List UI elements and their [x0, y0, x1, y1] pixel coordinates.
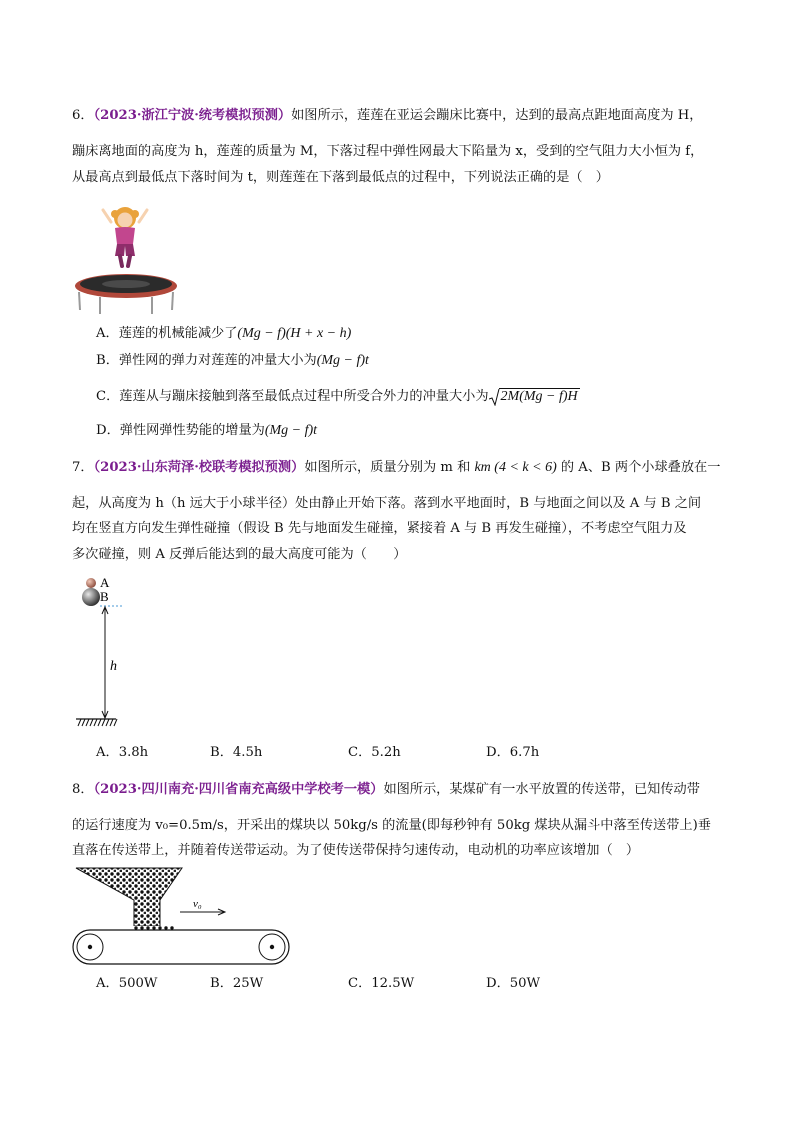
ball-b [82, 588, 100, 606]
q8-option-a[interactable]: A．500W [96, 976, 158, 991]
q8-line3: 直落在传送带上，并随着传送带运动。为了使传送带保持匀速传动，电动机的功率应该增加（ ） [72, 843, 640, 858]
q6-number: 6． [72, 108, 94, 123]
height-label: h [110, 659, 117, 674]
hopper [76, 868, 182, 926]
q6-option-c[interactable]: C．莲莲从与蹦床接触到落至最低点过程中所受合外力的冲量大小为 2M(Mg − f)H [96, 387, 580, 407]
q6-line2: 蹦床离地面的高度为 h，莲莲的质量为 M，下落过程中弹性网最大下陷量为 x，受到的空气阻力大小恒为 f， [72, 144, 704, 159]
q6-source: （2023·浙江宁波·统考模拟预测） [93, 108, 292, 123]
q7-line1: 7．（2023·山东菏泽·校联考模拟预测）如图所示，质量分别为 m 和 km (4 < k < 6) 的 A、B 两个小球叠放在一 [72, 460, 721, 475]
ground-hatch [76, 719, 117, 726]
q7-option-b[interactable]: B．4.5h [210, 745, 263, 760]
q7-option-d[interactable]: D．6.7h [486, 745, 540, 760]
trampoline-figure [70, 200, 182, 318]
q6-text-1: 如图所示，莲莲在亚运会蹦床比赛中，达到的最高点距地面高度为 H， [291, 108, 703, 123]
girl-illustration [103, 207, 147, 266]
ball-b-label: B [100, 589, 109, 604]
q8-source: （2023·四川南充·四川省南充高级中学校考一模） [93, 782, 384, 797]
q6-line1 [72, 106, 702, 126]
q7-source: （2023·山东菏泽·校联考模拟预测） [93, 460, 305, 475]
q8-line1: 8．（2023·四川南充·四川省南充高级中学校考一模）如图所示，某煤矿有一水平放置的传送带，已知传动带 [72, 782, 700, 797]
q6-option-a-formula: (Mg − f)(H + x − h) [237, 326, 352, 341]
ball-a [86, 578, 96, 588]
q6-option-d[interactable]: D．弹性网弹性势能的增量为(Mg − f)t [96, 423, 318, 438]
q6-line3: 从最高点到最低点下落时间为 t，则莲莲在下落到最低点的过程中，下列说法正确的是（ ） [72, 170, 609, 185]
falling-balls-figure [72, 574, 142, 734]
trampoline-illustration [75, 274, 177, 314]
q6-option-b[interactable]: B．弹性网的弹力对莲莲的冲量大小为(Mg − f)t [96, 353, 369, 368]
velocity-label: v₀ [193, 898, 202, 910]
q8-option-c[interactable]: C．12.5W [348, 976, 415, 991]
q6-option-b-formula: (Mg − f)t [316, 353, 369, 368]
q7-formula: km (4 < k < 6) [474, 460, 557, 475]
q8-number: 8． [72, 782, 94, 797]
conveyor-belt-figure [68, 866, 294, 970]
conveyor-belt [73, 930, 289, 964]
q7-option-c[interactable]: C．5.2h [348, 745, 401, 760]
q7-line4: 多次碰撞，则 A 反弹后能达到的最大高度可能为（ ） [72, 547, 407, 562]
q7-line3: 均在竖直方向发生弹性碰撞（假设 B 先与地面发生碰撞，紧接着 A 与 B 再发生碰撞），不考虑空气阻力及 [72, 521, 687, 536]
q7-option-a[interactable]: A．3.8h [96, 745, 149, 760]
sqrt-symbol [489, 387, 580, 407]
q6-option-c-formula: 2M(Mg − f)H [500, 389, 578, 404]
q8-option-b[interactable]: B．25W [210, 976, 264, 991]
ball-a-label: A [100, 575, 110, 590]
q7-number: 7． [72, 460, 94, 475]
q6-option-d-formula: (Mg − f)t [264, 423, 318, 438]
q6-option-a[interactable]: A．莲莲的机械能减少了(Mg − f)(H + x − h) [96, 326, 352, 341]
q7-line2: 起，从高度为 h（h 远大于小球半径）处由静止开始下落。落到水平地面时，B 与地面之间以及 A 与 B 之间 [72, 496, 702, 511]
q8-line2: 的运行速度为 v₀=0.5m/s，开采出的煤块以 50kg/s 的流量(即每秒钟有 50kg 煤块从漏斗中落至传送带上)垂 [72, 818, 711, 833]
q8-option-d[interactable]: D．50W [486, 976, 541, 991]
